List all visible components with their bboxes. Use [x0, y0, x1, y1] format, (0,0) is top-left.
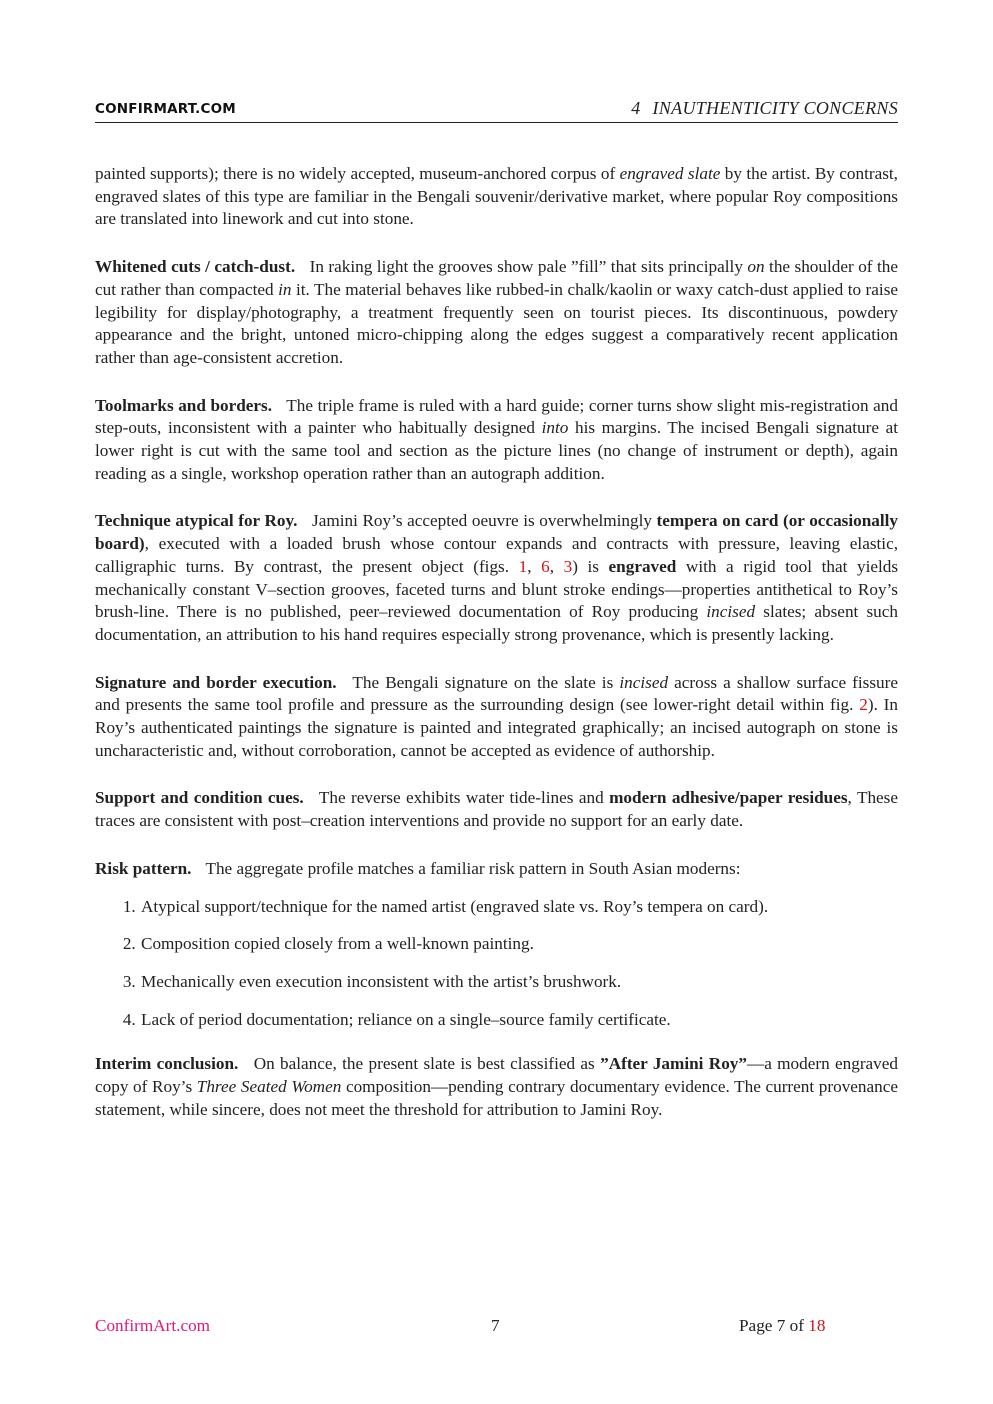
strong-text: engraved: [608, 556, 677, 576]
figure-link-1[interactable]: 1: [518, 556, 528, 576]
section-title: INAUTHENTICITY CONCERNS: [652, 98, 898, 118]
emphasis: engraved slate: [619, 164, 721, 183]
intro-paragraph: [95, 163, 898, 231]
emphasis: into: [541, 418, 569, 438]
text-run: ). In Roy’s authenticated paintings the signature is painted and integrated graphically; an incised autograph on stone is uncharacteristic and, without corroboration, cannot be accepted as evidence of authorship.: [95, 695, 898, 760]
strong-text: modern adhesive/paper residues: [609, 788, 848, 808]
text-run: The reverse exhibits water tide-lines and: [318, 788, 610, 808]
risk-list: [95, 896, 898, 1032]
paragraph-heading: Support and condition cues.: [95, 788, 304, 808]
text-run: by the artist. By contrast, engraved slates of this type are familiar in the Bengali souvenir/derivative market, where popular Roy compositions are translated into linework and cut into stone.: [95, 164, 898, 229]
support-paragraph: [95, 787, 898, 832]
page-body: [95, 163, 898, 1147]
emphasis: in: [278, 279, 292, 299]
total-pages-link[interactable]: 18: [808, 1316, 826, 1335]
list-item: 2. Composition copied closely from a well-known painting.: [140, 933, 898, 956]
text-run: with a rigid tool that yields mechanically constant V–section grooves, faceted turns and blunt stroke endings—properties antithetical to Roy’s brush-line. There is no published, peer–reviewed documentation of Roy producing: [95, 556, 899, 622]
list-item: 1. Atypical support/technique for the named artist (engraved slate vs. Roy’s tempera on card).: [140, 896, 898, 919]
paragraph-heading: Risk pattern.: [95, 858, 192, 878]
text-run: Page 7 of: [739, 1316, 809, 1335]
technique-paragraph: [95, 510, 898, 646]
paragraph-heading: Signature and border execution.: [95, 672, 337, 692]
running-head: [631, 98, 898, 119]
text-run: the shoulder of the cut rather than compacted: [95, 257, 898, 299]
page-footer: [95, 1316, 898, 1340]
text-run: , These traces are consistent with post–creation interventions and provide no support for an early date.: [95, 788, 898, 831]
page-header: [95, 97, 898, 123]
figure-link-6[interactable]: 6: [541, 556, 550, 576]
text-run: The Bengali signature on the slate is: [352, 672, 620, 692]
whitened-paragraph: [95, 256, 898, 370]
risk-paragraph: [95, 858, 898, 881]
page-number: 7: [491, 1316, 500, 1335]
text-run: The aggregate profile matches a familiar risk pattern in South Asian moderns:: [205, 858, 741, 878]
text-run: ,: [527, 556, 542, 576]
text-run: On balance, the present slate is best classified as: [253, 1054, 601, 1074]
text-run: painted supports); there is no widely accepted, museum-anchored corpus of: [95, 164, 620, 183]
signature-paragraph: [95, 672, 898, 763]
text-run: ) is: [572, 556, 609, 576]
paragraph-heading: Interim conclusion.: [95, 1054, 239, 1074]
text-run: composition—pending contrary documentary evidence. The current provenance statement, while sincere, does not meet the threshold for attribution to Jamini Roy.: [95, 1077, 898, 1119]
strong-text: tempera on card (or occasionally board): [95, 511, 899, 554]
emphasis: on: [747, 257, 765, 277]
text-run: In raking light the grooves show pale ”fill” that sits principally: [309, 257, 748, 277]
text-run: across a shallow surface fissure and presents the same tool profile and pressure as the surrounding design (see lower-right detail within fig.: [95, 672, 898, 715]
strong-text: ”After Jamini Roy”: [600, 1054, 747, 1074]
text-run: it. The material behaves like rubbed-in chalk/kaolin or waxy catch-dust applied to raise legibility for display/photography, a treatment frequently seen on tourist pieces. Its discontinuous, powdery appearance and the bright, untoned micro-chipping along the edges suggest a comparatively recent application rather than age-consistent accretion.: [95, 279, 899, 367]
figure-link-2[interactable]: 2: [859, 695, 868, 715]
conclusion-paragraph: [95, 1053, 898, 1121]
text-run: —a modern engraved copy of Roy’s: [95, 1054, 898, 1097]
page-of-total: [739, 1316, 825, 1336]
footer-site-link[interactable]: ConfirmArt.com: [95, 1316, 211, 1335]
text-run: , executed with a loaded brush whose contour expands and contracts with pressure, leaving elastic, calligraphic turns. By contrast, the present object (figs.: [95, 534, 898, 576]
site-logo: CONFIRMART.COM: [95, 101, 236, 117]
figure-link-3[interactable]: 3: [563, 556, 573, 576]
paragraph-heading: Whitened cuts / catch-dust.: [95, 257, 296, 277]
emphasis: Three Seated Women: [196, 1077, 342, 1097]
text-run: slates; absent such documentation, an attribution to his hand requires especially strong provenance, which is presently lacking.: [95, 602, 898, 644]
section-number: 4: [631, 98, 641, 118]
text-run: Jamini Roy’s accepted oeuvre is overwhelmingly: [312, 511, 657, 531]
text-run: ,: [549, 556, 564, 576]
emphasis: incised: [619, 672, 669, 692]
emphasis: incised: [706, 602, 756, 622]
paragraph-heading: Technique atypical for Roy.: [95, 511, 298, 531]
paragraph-heading: Toolmarks and borders.: [95, 395, 273, 415]
list-item: 4. Lack of period documentation; reliance on a single–source family certificate.: [140, 1009, 898, 1032]
text-run: his margins. The incised Bengali signature at lower right is cut with the same tool and section as the picture lines (no change of instrument or depth), again reading as a single, workshop operation rather than an autograph addition.: [95, 418, 898, 483]
text-run: The triple frame is ruled with a hard guide; corner turns show slight mis-registration and step-outs, inconsistent with a painter who habitually designed: [95, 395, 898, 438]
list-item: 3. Mechanically even execution inconsistent with the artist’s brushwork.: [140, 971, 898, 994]
toolmarks-paragraph: [95, 395, 898, 486]
